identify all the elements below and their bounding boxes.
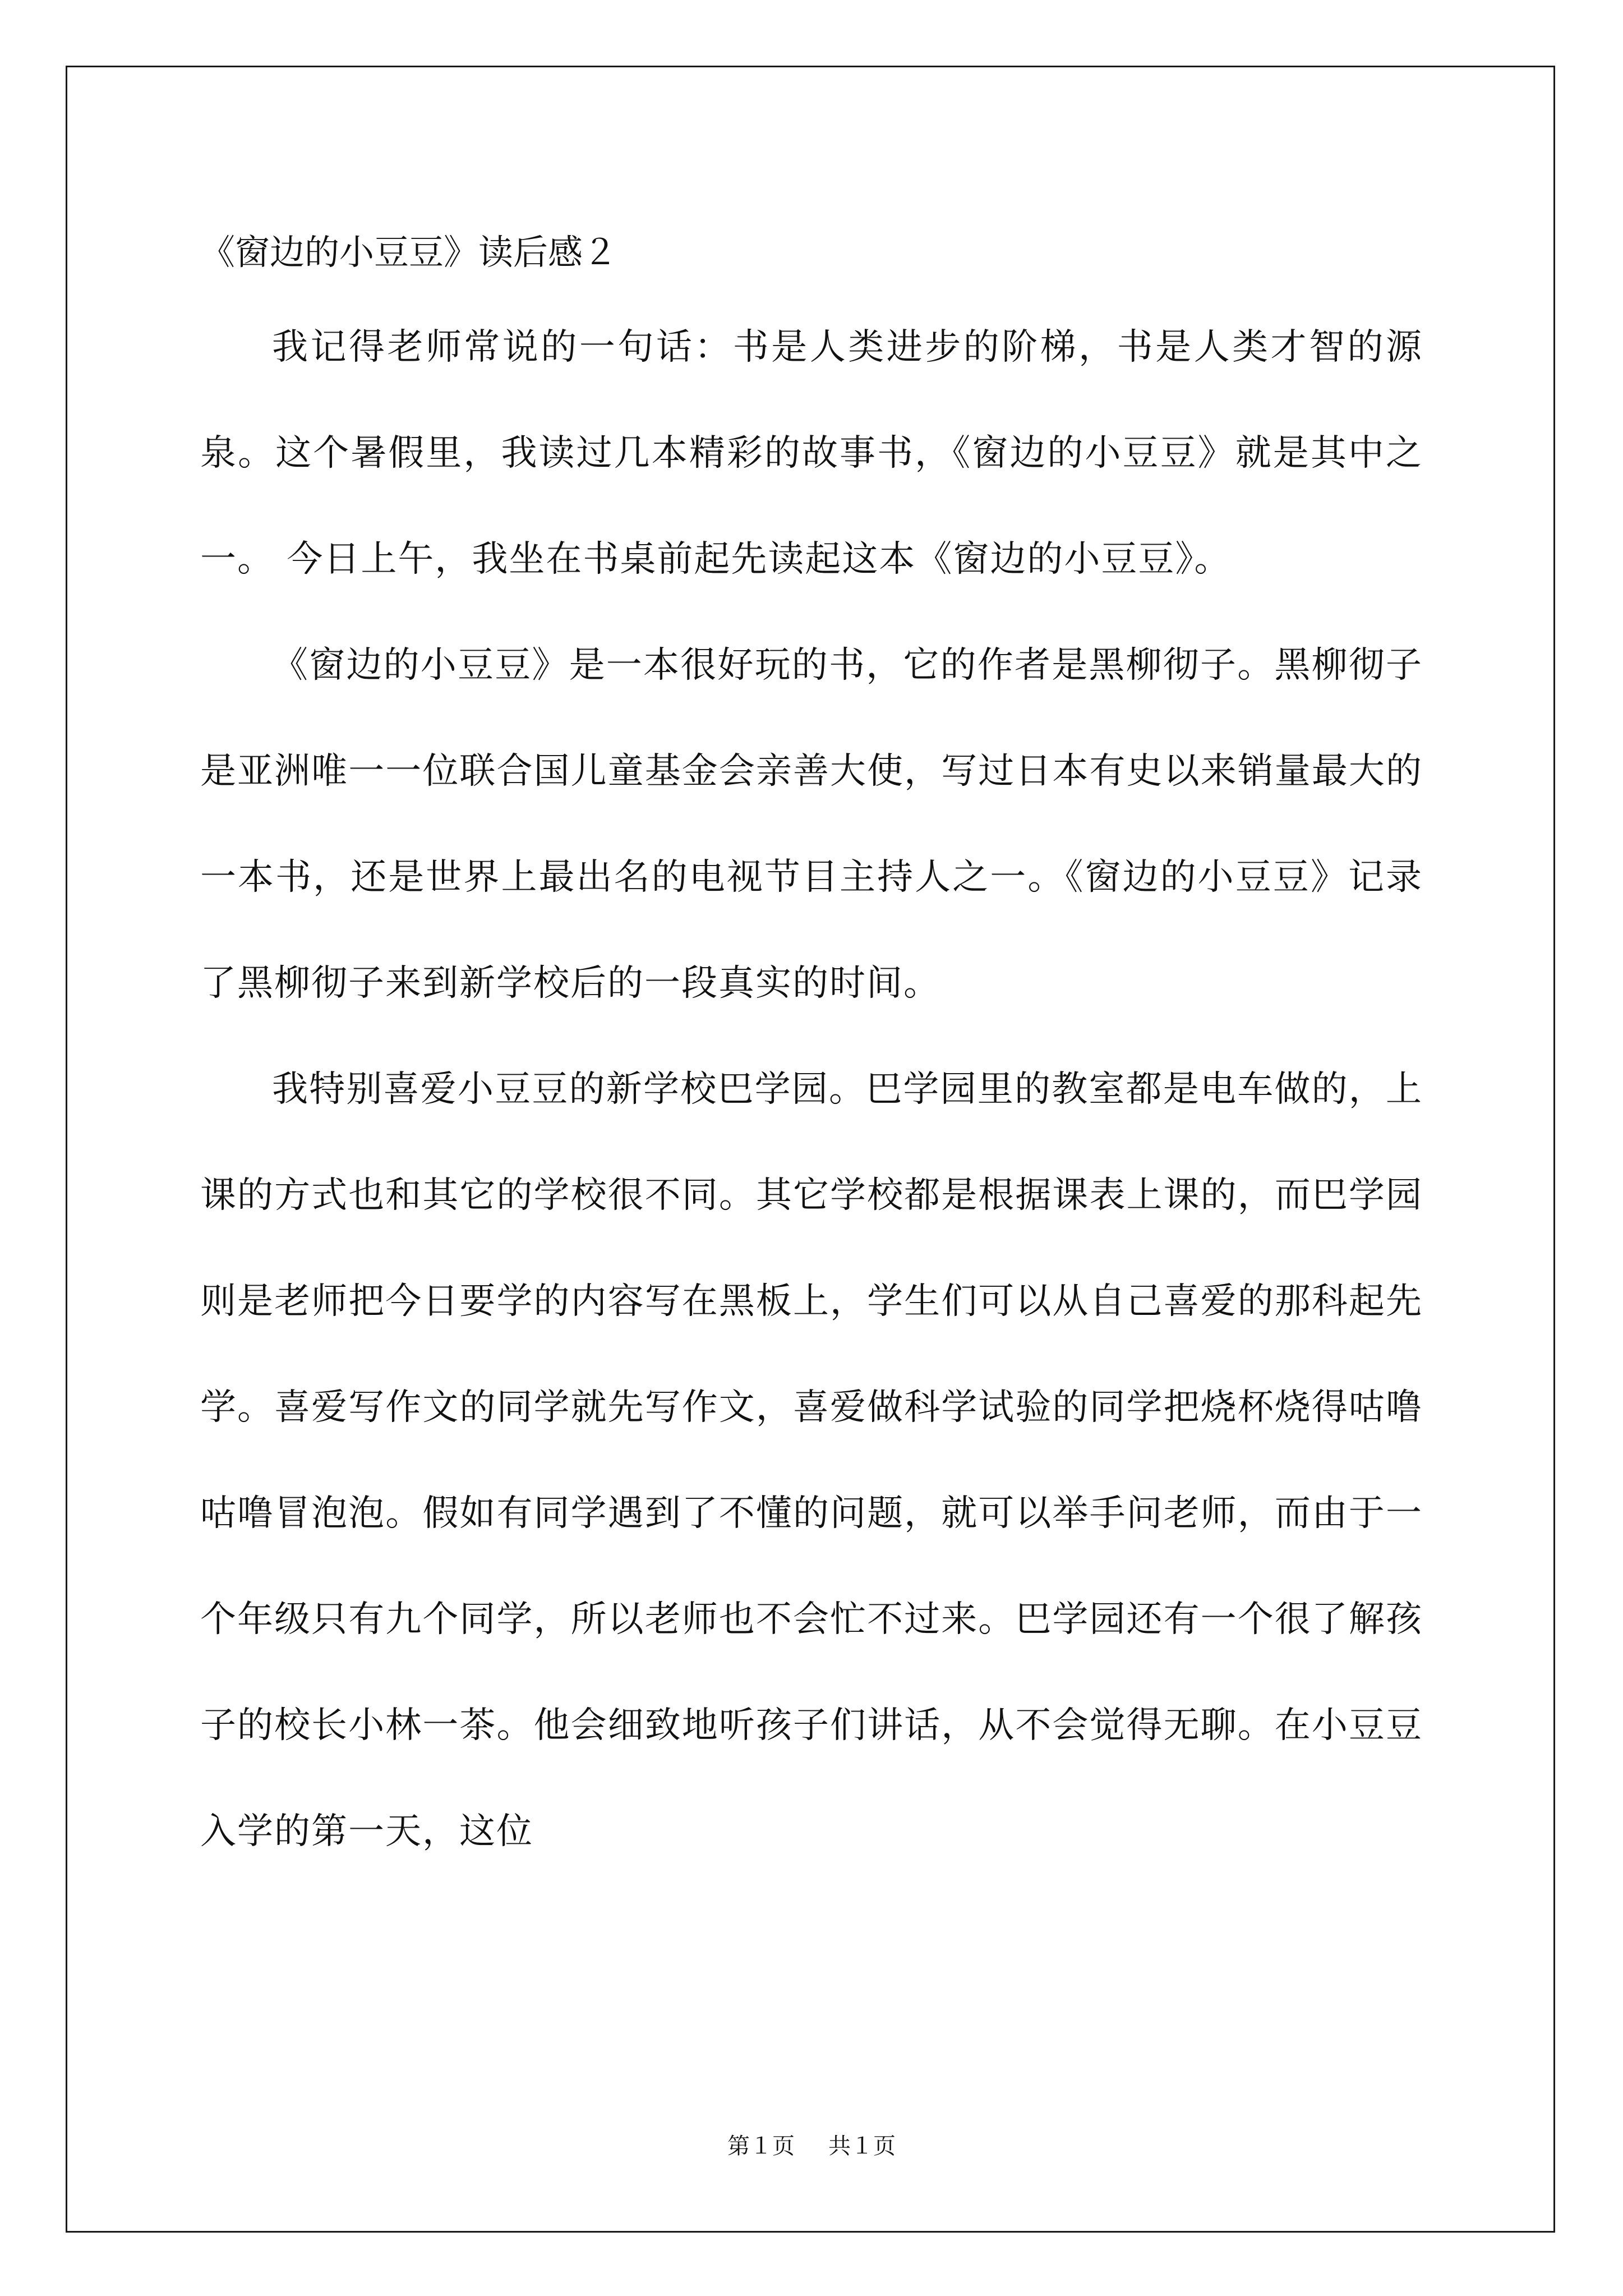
- page-footer: [0, 2132, 1623, 2160]
- paragraph-1: 我记得老师常说的一句话：书是人类进步的阶梯，书是人类才智的源泉。这个暑假里，我读过几本精彩的故事书，《窗边的小豆豆》就是其中之一。 今日上午，我坐在书桌前起先读起这本《窗边的小豆豆》。: [200, 326, 1423, 580]
- paragraph-2: 《窗边的小豆豆》是一本很好玩的书，它的作者是黑柳彻子。黑柳彻子是亚洲唯一一位联合国儿童基金会亲善大使，写过日本有史以来销量最大的一本书，还是世界上最出名的电视节目主持人之一。《窗边的小豆豆》记录了黑柳彻子来到新学校后的一段真实的时间。: [200, 645, 1423, 1004]
- page-number-current: 第１页: [727, 2133, 795, 2159]
- document-body: [200, 222, 1423, 1885]
- document-title: 《窗边的小豆豆》读后感２: [200, 232, 618, 273]
- page-number-total: 共１页: [828, 2133, 896, 2159]
- paragraph-3: 我特别喜爱小豆豆的新学校巴学园。巴学园里的教室都是电车做的，上课的方式也和其它的学校很不同。其它学校都是根据课表上课的，而巴学园则是老师把今日要学的内容写在黑板上，学生们可以从自己喜爱的那科起先学。喜爱写作文的同学就先写作文，喜爱做科学试验的同学把烧杯烧得咕噜咕噜冒泡泡。假如有同学遇到了不懂的问题，就可以举手问老师，而由于一个年级只有九个同学，所以老师也不会忙不过来。巴学园还有一个很了解孩子的校长小林一茶。他会细致地听孩子们讲话，从不会觉得无聊。在小豆豆入学的第一天，这位: [200, 1069, 1423, 1852]
